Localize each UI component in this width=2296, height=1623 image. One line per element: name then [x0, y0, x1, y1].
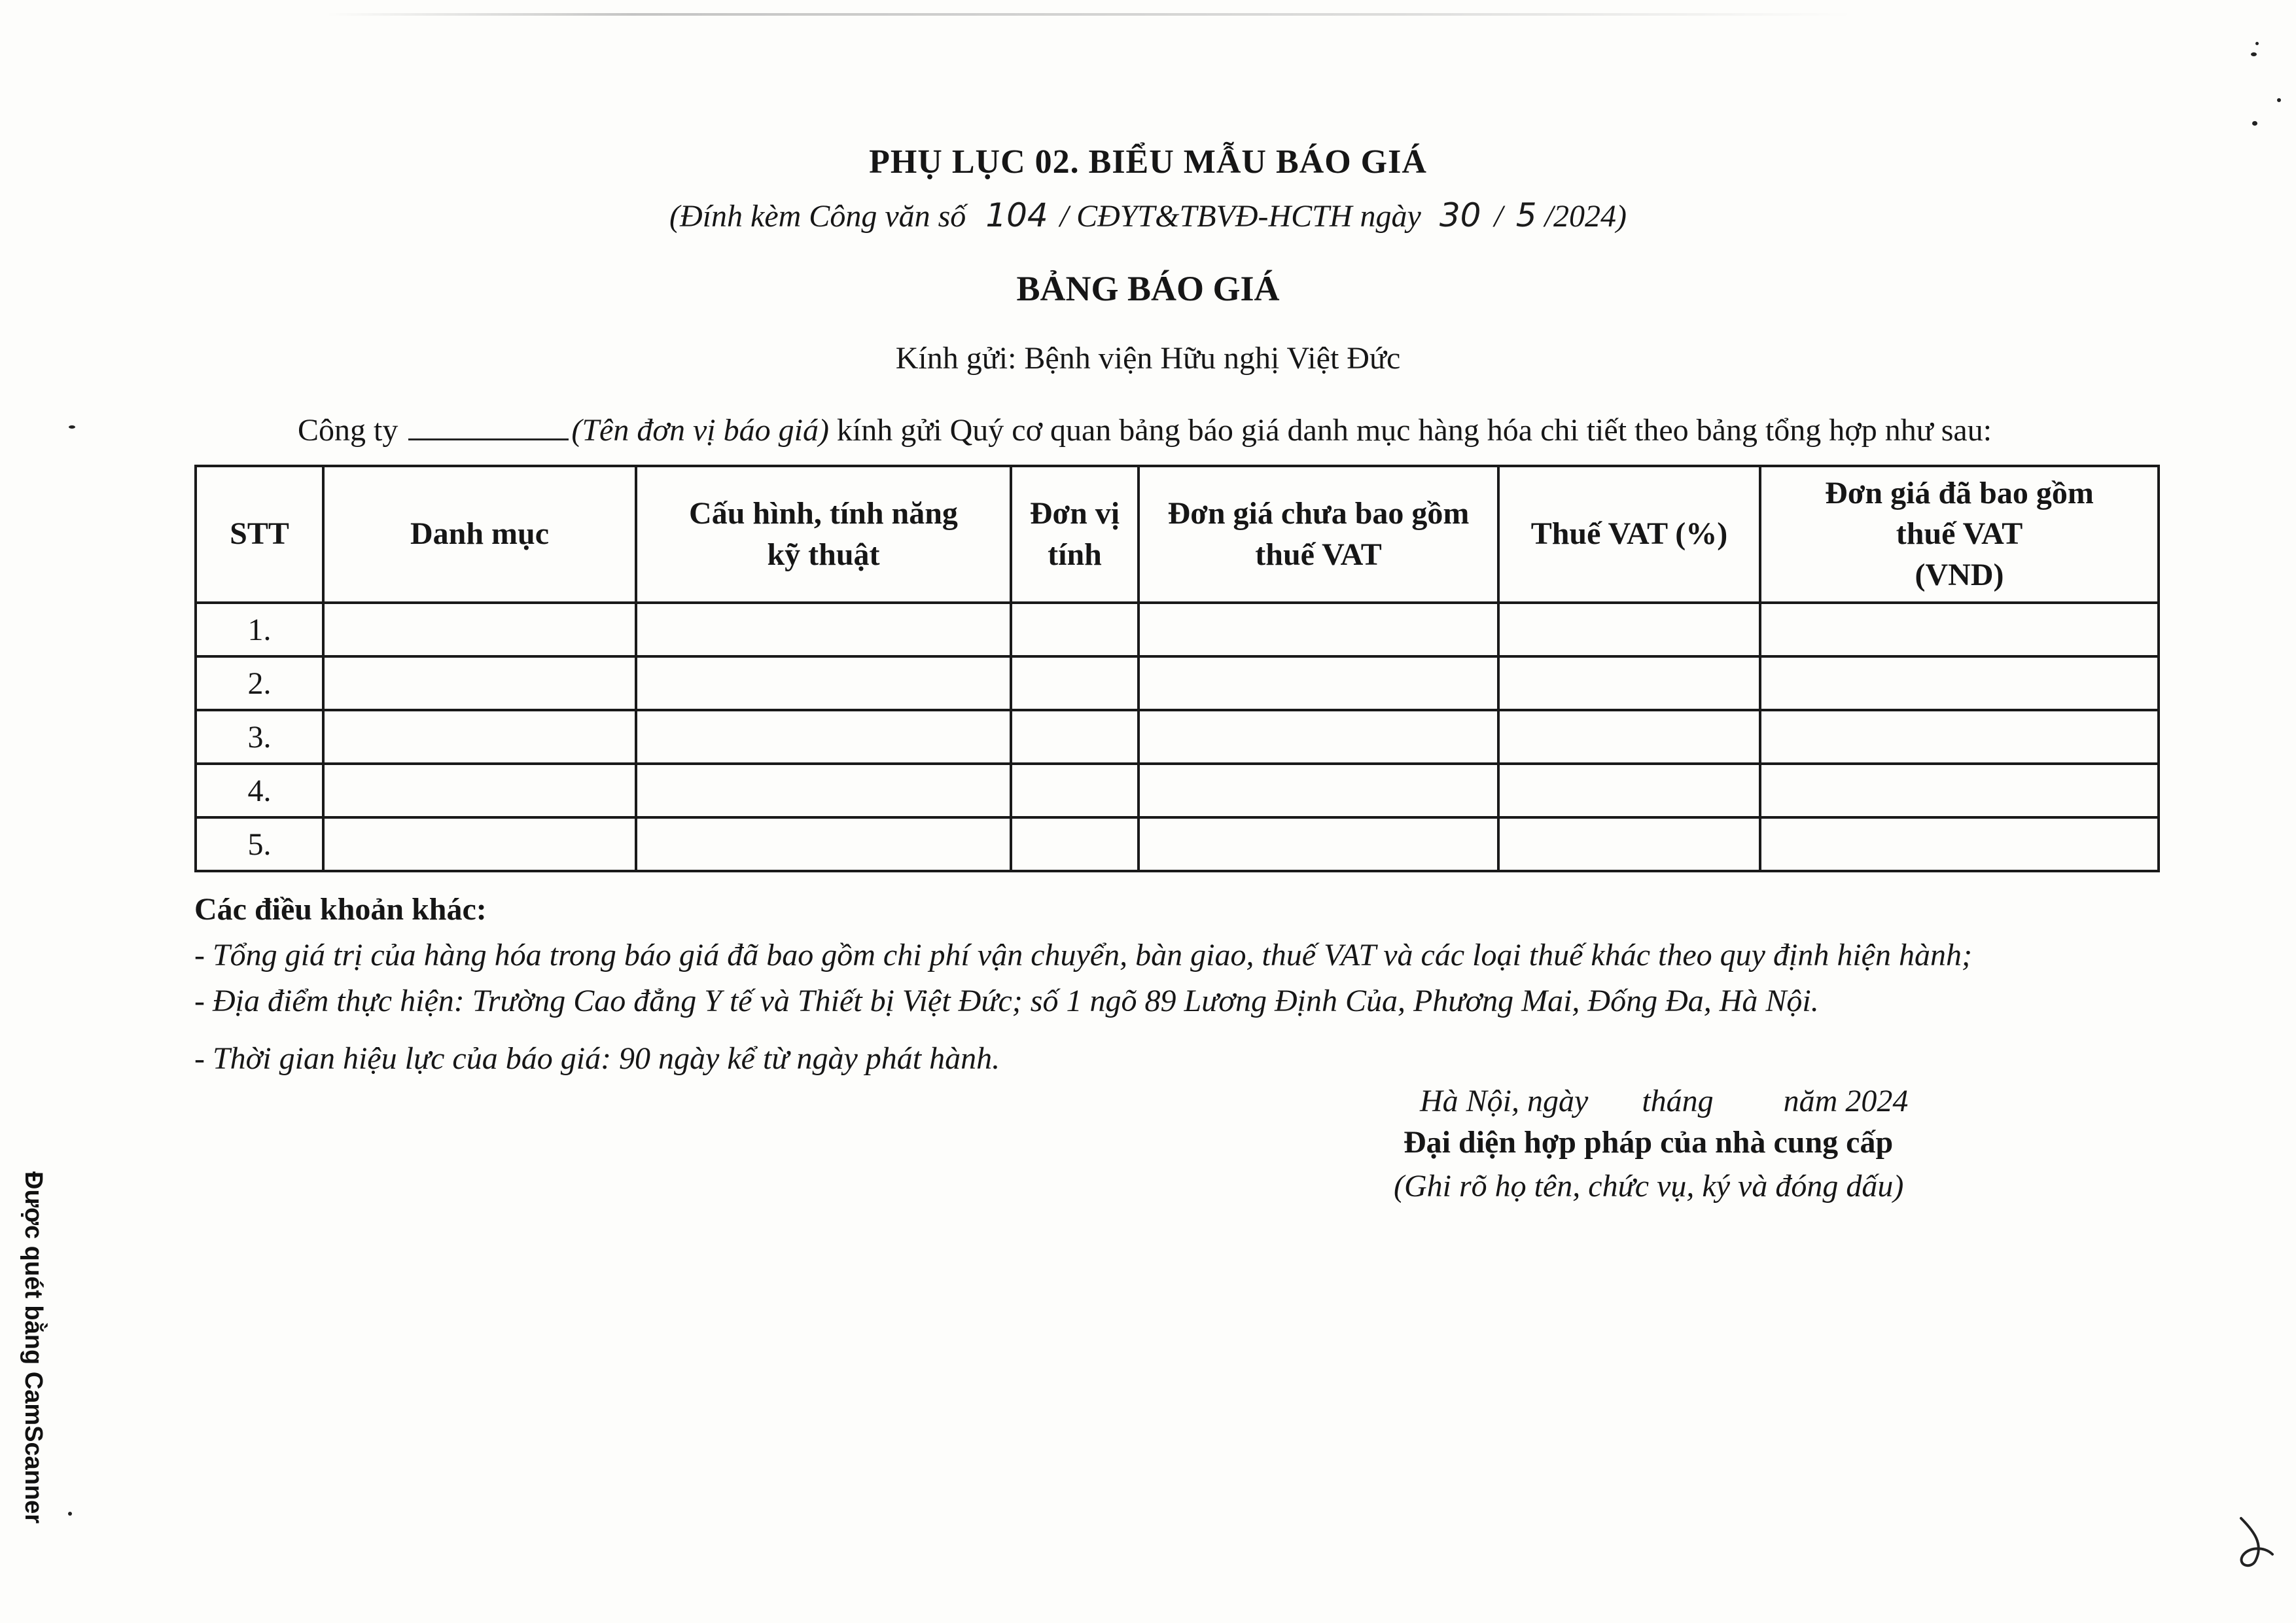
scan-speck	[2255, 42, 2259, 45]
cell-vat	[1498, 817, 1760, 871]
camscanner-watermark	[20, 1171, 86, 1577]
intro-suffix: kính gửi Quý cơ quan bảng báo giá danh mục hàng hóa chi tiết theo bảng tổng hợp như sau:	[836, 413, 1992, 448]
cell-config	[636, 603, 1011, 656]
annex-title: PHỤ LỤC 02. BIỂU MẪU BÁO GIÁ	[869, 143, 1427, 181]
scan-speck	[2252, 121, 2257, 126]
handwritten-document-number: 104	[985, 196, 1048, 234]
table-header-row	[196, 466, 2159, 603]
cell-price-excl	[1139, 603, 1498, 656]
cell-price-excl	[1139, 710, 1498, 764]
cell-unit	[1011, 817, 1139, 871]
signature-title: Đại diện hợp pháp của nhà cung cấp	[1404, 1125, 1894, 1160]
cell-price-incl	[1760, 710, 2159, 764]
cell-config	[636, 656, 1011, 710]
table-row	[196, 764, 2159, 817]
scan-speck	[2277, 98, 2281, 102]
cell-price-excl	[1139, 764, 1498, 817]
intro-italic: (Tên đơn vị báo giá)	[571, 413, 829, 448]
cell-unit	[1011, 603, 1139, 656]
scan-speck	[2251, 52, 2257, 56]
table-row	[196, 710, 2159, 764]
header-price-excl-vat: Đơn giá chưa bao gồm thuế VAT	[1139, 466, 1498, 603]
cell-category	[323, 656, 636, 710]
cell-price-excl	[1139, 817, 1498, 871]
cell-vat	[1498, 603, 1760, 656]
cell-price-incl	[1760, 764, 2159, 817]
table-row	[196, 817, 2159, 871]
attachment-reference	[0, 196, 2296, 234]
row-number: 1.	[196, 603, 323, 656]
scan-edge-shadow	[327, 13, 1852, 16]
signature-date-line	[1420, 1083, 1908, 1119]
cell-unit	[1011, 710, 1139, 764]
header-category: Danh mục	[323, 466, 636, 603]
header-vat: Thuế VAT (%)	[1498, 466, 1760, 603]
header-price-incl-vat: Đơn giá đã bao gồm thuế VAT (VND)	[1760, 466, 2159, 603]
date-year: năm 2024	[1783, 1084, 1909, 1118]
cell-price-incl	[1760, 603, 2159, 656]
cell-price-incl	[1760, 817, 2159, 871]
scan-speck	[69, 425, 75, 429]
term-item: - Địa điểm thực hiện: Trường Cao đẳng Y tế và Thiết bị Việt Đức; số 1 ngõ 89 Lương Định Của, Phương Mai, Đống Đa, Hà Nội.	[194, 984, 1819, 1018]
cell-vat	[1498, 710, 1760, 764]
row-number: 2.	[196, 656, 323, 710]
quote-title: BẢNG BÁO GIÁ	[1016, 269, 1280, 308]
term-item: - Thời gian hiệu lực của báo giá: 90 ngày kể từ ngày phát hành.	[194, 1041, 1000, 1076]
date-month: tháng	[1642, 1084, 1714, 1118]
cell-unit	[1011, 764, 1139, 817]
handwritten-page-mark-icon	[2228, 1505, 2280, 1577]
cell-config	[636, 764, 1011, 817]
handwritten-day: 30	[1439, 196, 1481, 234]
attach-prefix: (Đính kèm Công văn số	[669, 199, 966, 234]
table-row	[196, 603, 2159, 656]
cell-price-excl	[1139, 656, 1498, 710]
attach-slash: /	[1494, 199, 1503, 234]
company-name-blank	[408, 432, 569, 440]
cell-unit	[1011, 656, 1139, 710]
date-place: Hà Nội, ngày	[1420, 1084, 1589, 1118]
cell-config	[636, 817, 1011, 871]
cell-category	[323, 603, 636, 656]
scan-speck	[68, 1512, 72, 1516]
attach-middle: / CĐYT&TBVĐ-HCTH ngày	[1059, 199, 1421, 234]
header-config: Cấu hình, tính năng kỹ thuật	[636, 466, 1011, 603]
recipient-line: Kính gửi: Bệnh viện Hữu nghị Việt Đức	[895, 341, 1401, 376]
handwritten-month: 5	[1515, 196, 1537, 234]
term-item: - Tổng giá trị của hàng hóa trong báo giá đã bao gồm chi phí vận chuyển, bàn giao, thuế VAT và các loại thuế khác theo quy định hiện hành;	[194, 938, 1972, 972]
signature-note: (Ghi rõ họ tên, chức vụ, ký và đóng dấu)	[1394, 1169, 1904, 1204]
watermark-text: Được quét bằng CamScanner	[20, 1171, 47, 1524]
quote-table	[194, 465, 2160, 872]
cell-config	[636, 710, 1011, 764]
cell-vat	[1498, 656, 1760, 710]
cell-category	[323, 817, 636, 871]
header-unit: Đơn vị tính	[1011, 466, 1139, 603]
cell-category	[323, 710, 636, 764]
cell-vat	[1498, 764, 1760, 817]
row-number: 4.	[196, 764, 323, 817]
row-number: 3.	[196, 710, 323, 764]
attach-suffix: /2024)	[1544, 199, 1627, 234]
cell-category	[323, 764, 636, 817]
row-number: 5.	[196, 817, 323, 871]
cell-price-incl	[1760, 656, 2159, 710]
header-stt: STT	[196, 466, 323, 603]
intro-paragraph	[298, 412, 1992, 448]
terms-heading: Các điều khoản khác:	[194, 892, 487, 927]
intro-prefix: Công ty	[298, 413, 398, 448]
table-row	[196, 656, 2159, 710]
